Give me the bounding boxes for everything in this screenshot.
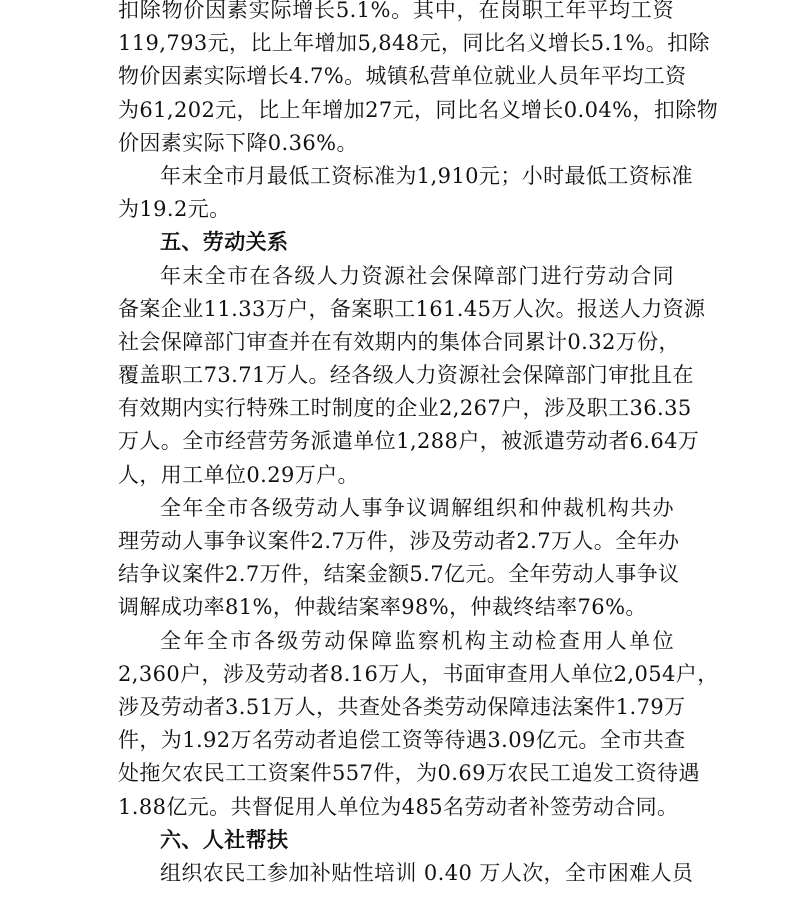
body-line: 件，为1.92万名劳动者追偿工资等待遇3.09亿元。全市共查 — [118, 728, 686, 753]
section-heading-hr-assistance: 六、人社帮扶 — [160, 827, 289, 852]
body-line: 有效期内实行特殊工时制度的企业2,267户，涉及职工36.35 — [118, 396, 692, 421]
body-line: 全年全市各级劳动人事争议调解组织和仲裁机构共办 — [160, 495, 674, 520]
body-line: 价因素实际下降0.36%。 — [118, 130, 358, 155]
body-line: 处拖欠农民工工资案件557件，为0.69万农民工追发工资待遇 — [118, 761, 700, 786]
body-line: 理劳动人事争议案件2.7万件，涉及劳动者2.7万人。全年办 — [118, 529, 680, 553]
body-line: 组织农民工参加补贴性培训 0.40 万人次，全市困难人员 — [160, 860, 694, 885]
body-line: 涉及劳动者3.51万人，共查处各类劳动保障违法案件1.79万 — [118, 694, 686, 719]
document-body — [118, 0, 719, 890]
body-line: 扣除物价因素实际增长5.1%。其中，在岗职工年平均工资 — [118, 0, 674, 22]
body-line: 结争议案件2.7万件，结案金额5.7亿元。全年劳动人事争议 — [118, 562, 680, 587]
section-heading-labor-relations: 五、劳动关系 — [160, 230, 289, 255]
body-line: 全年全市各级劳动保障监察机构主动检查用人单位 — [160, 628, 674, 653]
body-line: 物价因素实际增长4.7%。城镇私营单位就业人员年平均工资 — [118, 64, 687, 89]
body-line: 覆盖职工73.71万人。经各级人力资源社会保障部门审批且在 — [118, 363, 694, 388]
body-line: 1.88亿元。共督促用人单位为485名劳动者补签劳动合同。 — [118, 794, 679, 819]
body-line: 2,360户，涉及劳动者8.16万人，书面审查用人单位2,054户， — [118, 661, 719, 686]
body-line: 年末全市月最低工资标准为1,910元；小时最低工资标准 — [160, 163, 693, 188]
body-line: 为19.2元。 — [118, 197, 231, 222]
body-line: 调解成功率81%，仲裁结案率98%，仲裁终结率76%。 — [118, 595, 647, 620]
body-line: 社会保障部门审查并在有效期内的集体合同累计0.32万份， — [118, 329, 680, 354]
body-line: 为61,202元，比上年增加27元，同比名义增长0.04%，扣除物 — [118, 97, 719, 122]
body-line: 人，用工单位0.29万户。 — [118, 462, 359, 487]
body-line: 万人。全市经营劳务派遣单位1,288户，被派遣劳动者6.64万 — [118, 429, 700, 454]
body-line: 备案企业11.33万户，备案职工161.45万人次。报送人力资源 — [118, 296, 706, 321]
body-line: 年末全市在各级人力资源社会保障部门进行劳动合同 — [160, 263, 674, 288]
body-line: 119,793元，比上年增加5,848元，同比名义增长5.1%。扣除 — [118, 31, 710, 56]
